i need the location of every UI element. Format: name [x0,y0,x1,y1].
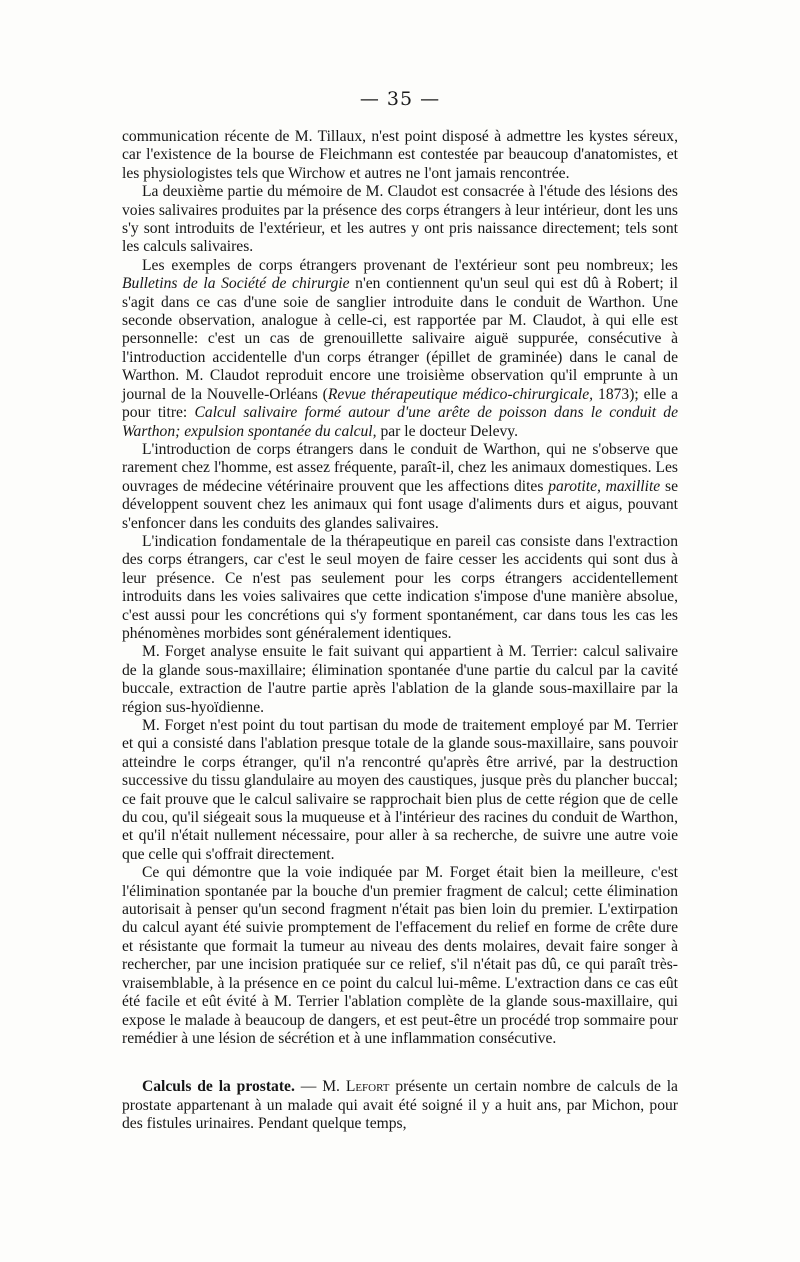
term-parotite: parotite, [548,477,601,495]
observation-title: Calcul salivaire formé autour d'une arête de poisson dans le conduit de Warthon; expulsion spontanée du calcul, [122,404,678,440]
paragraph-terrier-case: M. Forget analyse ensuite le fait suivant qui appartient à M. Terrier: calcul salivaire de la glande sous-maxillaire; élimination spontanée d'une partie du calcul par la cavité buccale, extraction de l'autre partie après l'ablation de la glande sous-maxillaire par la région sus-hyoïdienne. [122,643,678,716]
paragraph-foreign-bodies [122,257,678,441]
section-gap [122,1048,678,1078]
journal-title-revue: Revue thérapeutique médico-chirurgicale, [327,385,594,403]
paragraph-forget-critique: M. Forget n'est point du tout partisan du mode de traitement employé par M. Terrier et qui a consisté dans l'ablation presque totale de la glande sous-maxillaire, sans pouvoir atteindre le corps étranger, qu'il n'a rencontré qu'après être arrivé, par la destruction successive du tissu glandulaire au moyen des caustiques, jusque près du plancher buccal; ce fait prouve que le calcul salivaire se rapprochait bien plus de cette région que de celle du cou, qu'il siégeait sous la muqueuse et à l'intérieur des racines du conduit de Warthon, et qu'il n'était nullement nécessaire, pour aller à sa recherche, de suivre une autre voie que celle qui s'offrait directement. [122,717,678,863]
page-number: — 35 — [359,88,441,110]
paragraph-claudot-second-part: La deuxième partie du mémoire de M. Claudot est consacrée à l'étude des lésions des voies salivaires produites par la présence des corps étrangers à leur intérieur, dont les uns s'y sont introduits de l'extérieur, et les autres y ont pris naissance directement; tels sont les calculs salivaires. [122,183,678,256]
text-span: 1873); elle a pour titre: [122,385,679,422]
em-dash: — [300,1078,317,1096]
paragraph-prostate-calculi [122,1078,678,1133]
paragraph-introduction-animals [122,441,678,533]
text-span: n'en contiennent qu'un seul qui est dû à Robert; il s'agit dans ce cas d'une soie de sanglier introduite dans le conduit de Warthon. Une seconde observation, analogue à celle-ci, est rapportée par M. Claudot, à qui elle est personnelle: c'est un cas de grenouillette salivaire aiguë suppurée, consécutive à l'introduction accidentelle d'un corps étranger (épillet de graminée) dans le canal de Warthon. M. Claudot reproduit encore une troisième observation qu'il emprunte à un journal de la Nouvelle-Orléans ( [122,275,678,403]
term-maxillite: maxillite [605,477,661,495]
text-span: par le docteur Delevy. [380,422,518,440]
text-span: M. [322,1078,340,1096]
paragraph-demonstration: Ce qui démontre que la voie indiquée par M. Forget était bien la meilleure, c'est l'élimination spontanée par la bouche d'un premier fragment de calcul; cette élimination autorisait à penser qu'un second fragment n'était pas bien loin du premier. L'extirpation du calcul ayant été suivie promptement de l'effacement du relief en forme de crête dure et résistante que formait la tumeur au niveau des dents molaires, devait faire songer à rechercher, par une incision pratiquée sur ce relief, s'il n'était pas dû, ce qui paraît très-vraisemblable, à la présence en ce point du calcul lui-même. L'extraction dans ce cas eût été facile et eût évité à M. Terrier l'ablation complète de la glande sous-maxillaire, qui expose le malade à beaucoup de dangers, et est peut-être un procédé trop sommaire pour remédier à une lésion de sécrétion et à une inflammation consécutive. [122,864,678,1047]
author-name: Lefort [345,1078,390,1096]
paragraph-continuation: communication récente de M. Tillaux, n'est point disposé à admettre les kystes séreux, car l'existence de la bourse de Fleichmann est contestée par beaucoup d'anatomistes, et les physiologistes tels que Wirchow et autres ne l'ont jamais rencontrée. [122,128,678,182]
text-span: L'introduction de corps étrangers dans le conduit de Warthon, qui ne s'observe que rarement chez l'homme, est assez fréquente, paraît-il, chez les animaux domestiques. Les ouvrages de médecine vétérinaire prouvent que les affections dites [122,440,678,495]
text-span: Les exemples de corps étrangers provenant de l'extérieur sont peu nombreux; les [142,256,678,274]
text-span: présente un certain nombre de calculs de la prostate appartenant à un malade qui avait été soigné il y a huit ans, par Michon, pour des fistules urinaires. Pendant quelque temps, [122,1078,678,1133]
text-span: se développent souvent chez les animaux qui font usage d'aliments durs et aigus, pouvant s'enfoncer dans les conduits des glandes salivaires. [122,477,678,532]
paragraph-indication: L'indication fondamentale de la thérapeutique en pareil cas consiste dans l'extraction des corps étrangers, car c'est le seul moyen de faire cesser les accidents qui sont dus à leur présence. Ce n'est pas seulement pour les corps étrangers accidentellement introduits dans les voies salivaires que cette indication s'impose d'une manière absolue, c'est aussi pour les concrétions qui s'y forment spontanément, car dans tous les cas les phénomènes morbides sont généralement identiques. [122,532,678,642]
journal-title-bulletins: Bulletins de la Société de chirurgie [122,275,350,293]
section-title: Calculs de la prostate. [142,1078,295,1096]
body-text [122,128,678,1134]
